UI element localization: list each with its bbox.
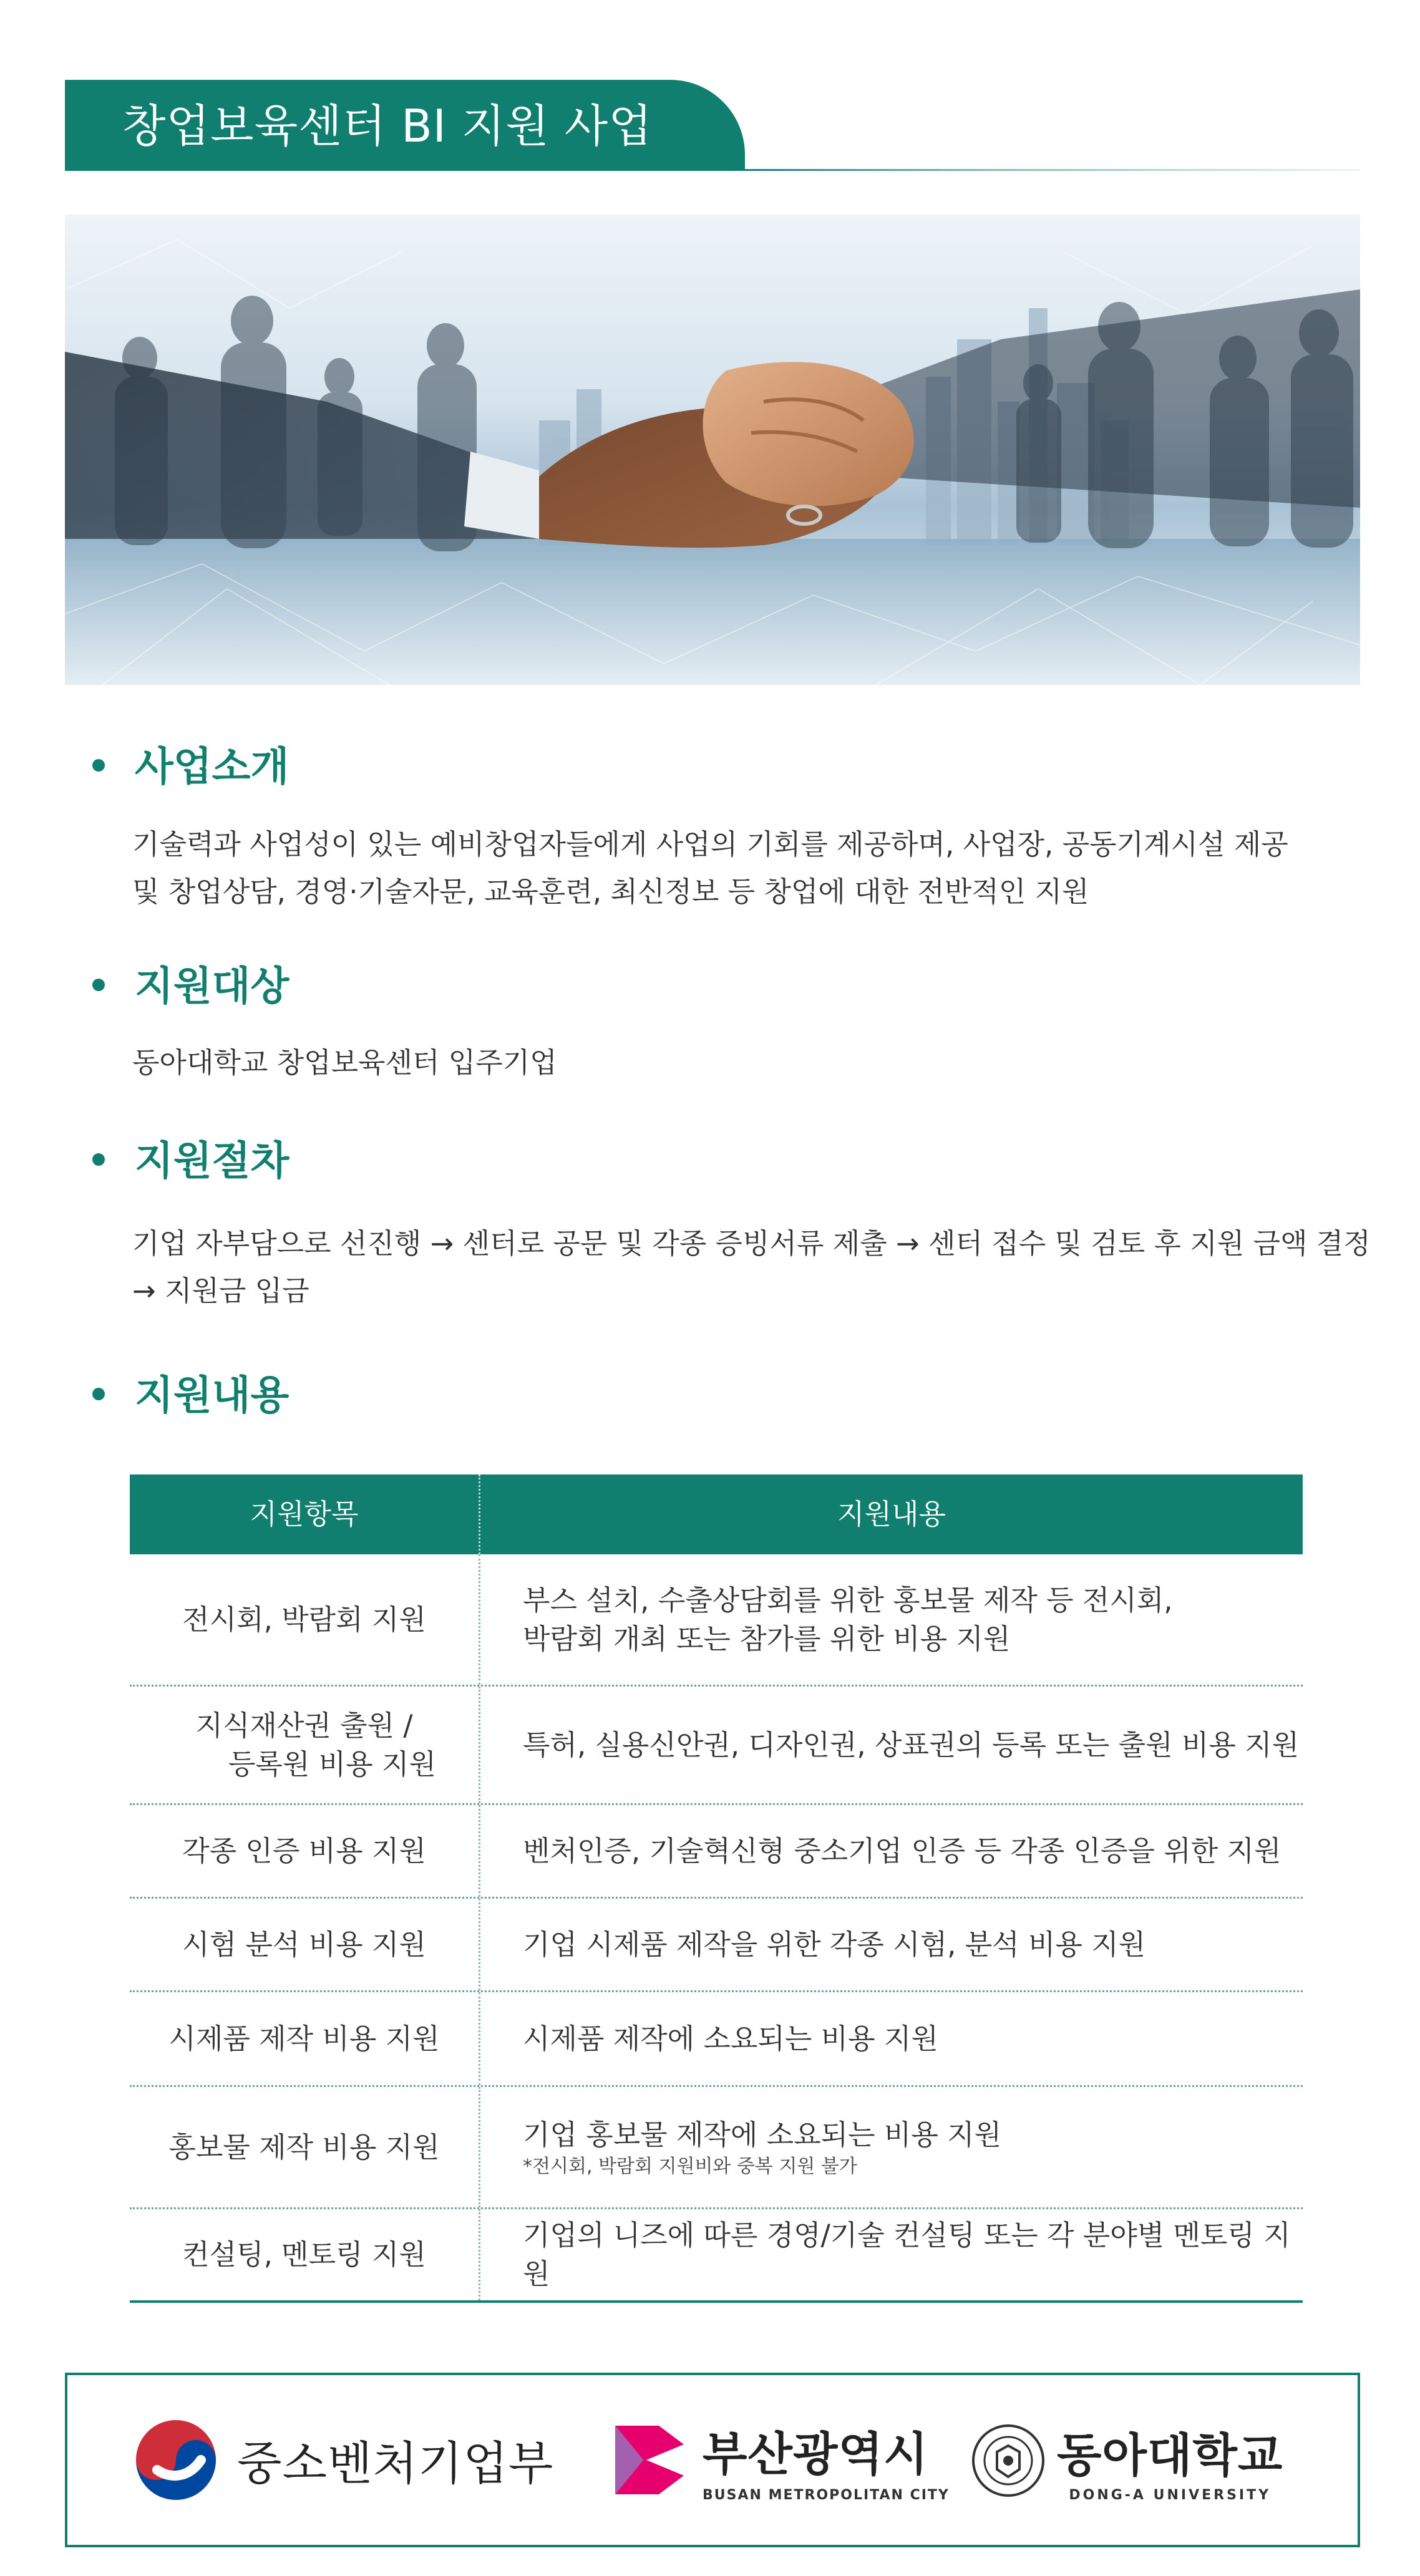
table-row (130, 1899, 1303, 1992)
table-cell-desc: 시제품 제작에 소요되는 비용 지원 (523, 2022, 938, 2055)
hero-banner-image (65, 215, 1360, 685)
section-heading-target: 지원대상 (92, 963, 289, 1010)
busan-logo-text: 부산광역시 (703, 2427, 929, 2481)
bullet-dot-icon (92, 759, 105, 772)
table-cell-desc: 벤처인증, 기술혁신형 중소기업 인증 등 각종 인증을 위한 지원 (523, 1834, 1281, 1867)
bullet-dot-icon (92, 979, 105, 991)
table-cell-item: 전시회, 박람회 지원 (130, 1554, 480, 1685)
busan-b-icon (609, 2419, 690, 2501)
table-cell-desc: 기업 홍보물 제작에 소요되는 비용 지원 *전시회, 박람회 지원비와 중복 지원 불가 (480, 2087, 1303, 2207)
table-cell-item: 홍보물 제작 비용 지원 (130, 2087, 480, 2207)
university-seal-icon (971, 2423, 1046, 2498)
mss-logo (132, 2415, 553, 2505)
table-cell-item: 컨설팅, 멘토링 지원 (130, 2209, 480, 2300)
table-row (130, 2209, 1303, 2303)
busan-logo (609, 2415, 950, 2505)
donga-logo (971, 2414, 1283, 2507)
section-body-target: 동아대학교 창업보육센터 입주기업 (132, 1046, 557, 1079)
section-heading-content: 지원내용 (92, 1372, 289, 1420)
table-cell-item: 시제품 제작 비용 지원 (130, 1992, 480, 2085)
table-cell-desc: 기업 시제품 제작을 위한 각종 시험, 분석 비용 지원 (523, 1927, 1146, 1961)
mss-logo-text: 중소벤처기업부 (237, 2437, 554, 2491)
footer-logo-box (65, 2373, 1360, 2547)
table-header-row (130, 1474, 1303, 1554)
table-cell-item: 지식재산권 출원 / 등록원 비용 지원 (130, 1687, 480, 1803)
handshake-illustration (65, 215, 1360, 685)
busan-logo-subtext: BUSAN METROPOLITAN CITY (703, 2487, 950, 2503)
section-body-procedure: 기업 자부담으로 선진행 → 센터로 공문 및 각종 증빙서류 제출 → 센터 접수 및 검토 후 지원 금액 결정 → 지원금 입금 (132, 1227, 1371, 1307)
table-header-item: 지원항목 (130, 1474, 480, 1554)
table-row (130, 1687, 1303, 1805)
section-heading-intro: 사업소개 (92, 743, 289, 791)
support-table (130, 1474, 1303, 2303)
bullet-dot-icon (92, 1388, 105, 1400)
table-cell-item: 각종 인증 비용 지원 (130, 1805, 480, 1897)
table-cell-desc: 기업의 니즈에 따른 경영/기술 컨설팅 또는 각 분야별 멘토링 지원 (523, 2219, 1291, 2290)
table-cell-item: 시험 분석 비용 지원 (130, 1899, 480, 1990)
table-row (130, 1805, 1303, 1899)
bullet-dot-icon (92, 1153, 105, 1166)
table-row (130, 2087, 1303, 2209)
page-title: 창업보육센터 BI 지원 사업 (122, 100, 653, 152)
table-row (130, 1554, 1303, 1687)
donga-logo-text: 동아대학교 (1057, 2428, 1283, 2482)
header-divider (742, 169, 1360, 171)
table-note: *전시회, 박람회 지원비와 중복 지원 불가 (523, 2155, 857, 2177)
donga-logo-subtext: DONG-A UNIVERSITY (1069, 2487, 1272, 2503)
section-heading-procedure: 지원절차 (92, 1138, 289, 1185)
section-body-intro: 기술력과 사업성이 있는 예비창업자들에게 사업의 기회를 제공하며, 사업장, 공동기계시설 제공 및 창업상담, 경영·기술자문, 교육훈련, 최신정보 등 창업에 대한 전반적인 지원 (132, 828, 1288, 908)
taegeuk-emblem-icon (132, 2416, 220, 2504)
table-cell-desc: 특허, 실용신안권, 디자인권, 상표권의 등록 또는 출원 비용 지원 (523, 1728, 1300, 1761)
table-cell-desc: 부스 설치, 수출상담회를 위한 홍보물 제작 등 전시회, 박람회 개최 또는 참가를 위한 비용 지원 (523, 1583, 1173, 1655)
table-row (130, 1992, 1303, 2087)
table-header-content: 지원내용 (837, 1498, 946, 1531)
